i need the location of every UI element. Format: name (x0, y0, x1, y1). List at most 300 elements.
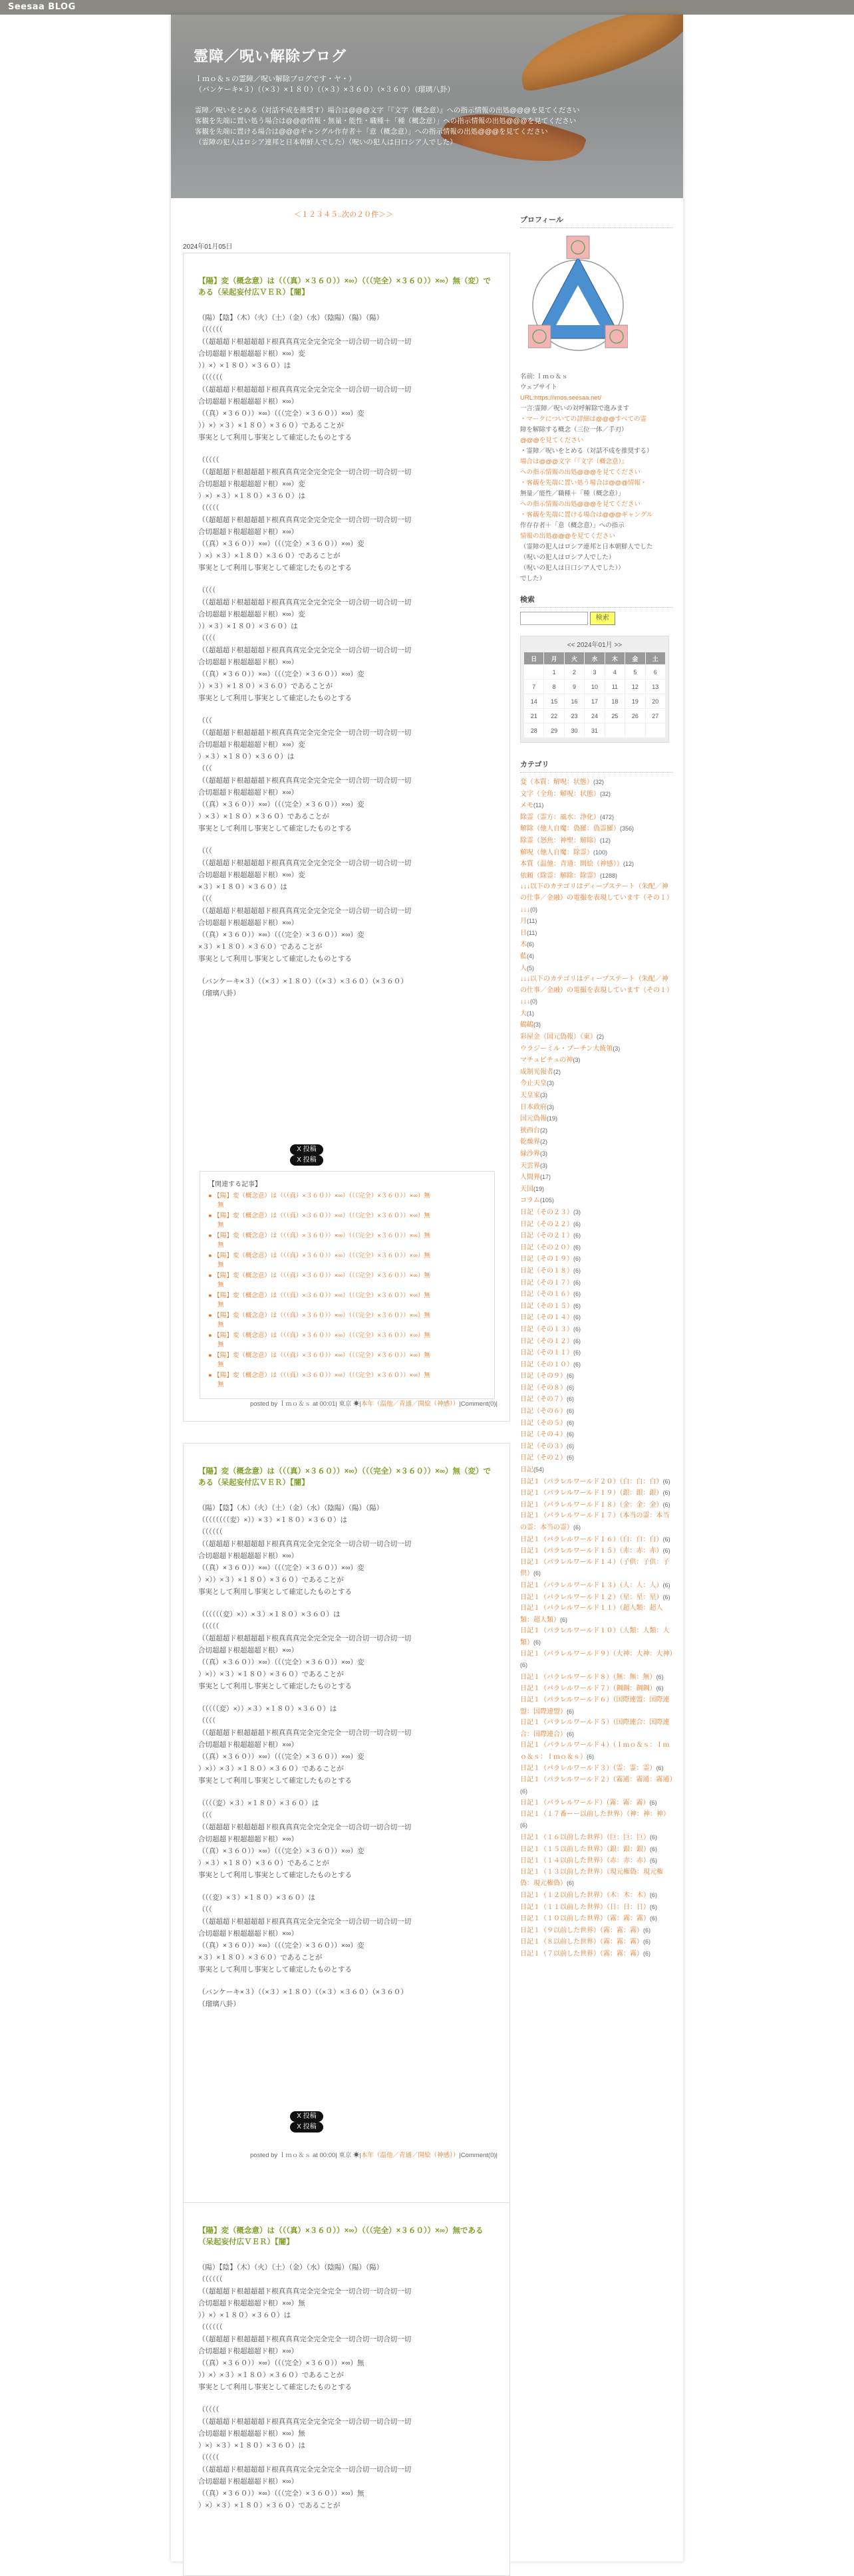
category-name[interactable]: 日記１（パラレルワールド１３）（人：人：人） (520, 1581, 663, 1589)
category-link[interactable] (520, 1913, 673, 1925)
category-name[interactable]: 日記（その１８） (520, 1267, 573, 1275)
calendar-day[interactable]: 5 (625, 665, 645, 680)
category-link[interactable] (520, 882, 673, 916)
calendar-day[interactable]: 19 (625, 694, 645, 709)
related-article-link-tail[interactable]: 無 (217, 1241, 224, 1249)
category-link[interactable] (520, 916, 673, 928)
category-link[interactable] (520, 1867, 673, 1890)
category-link[interactable] (520, 1683, 673, 1695)
profile-line[interactable]: ・マークについての詳細は@@@すべての霊 (520, 416, 647, 423)
category-link[interactable] (520, 1476, 673, 1488)
blog-title[interactable]: 霊障／呪い解除ブログ (194, 48, 347, 64)
category-link[interactable] (520, 1207, 673, 1219)
entry-line: （（超超超ド根超超超ド根真真真完全完全完全一切合切一切合切一切 (198, 777, 412, 785)
share-buttons (290, 2111, 363, 2130)
entry-line: （（（（（ (198, 456, 219, 464)
category-count: (6) (650, 1845, 657, 1853)
category-link[interactable] (520, 939, 673, 951)
calendar-day[interactable]: 29 (544, 723, 564, 738)
entry-line: （（真）×３６０））×∞）（（（完全）×３６０））×∞）変 (198, 1753, 364, 1761)
calendar-title[interactable]: << 2024年01月 >> (567, 642, 623, 649)
related-article-link[interactable]: ● 【陽】変（概念意）は（（（真）×３６０））×∞）（（（完全）×３６０））×∞）無 (208, 1312, 430, 1319)
entry-line: （（（（ (198, 586, 216, 594)
comment-link[interactable]: |Comment(0)| (459, 2152, 498, 2159)
category-link[interactable] (520, 1136, 673, 1148)
category-name[interactable]: 依頼（除霊：解除：除霊） (520, 872, 600, 880)
category-link[interactable] (520, 1464, 673, 1476)
category-name[interactable]: 日記（その２３） (520, 1208, 573, 1216)
related-article-link-tail[interactable]: 無 (217, 1321, 224, 1329)
category-name[interactable]: 日記１（パラレルワールド３）（霊：霊：霊） (520, 1765, 656, 1773)
category-name[interactable]: 日記１（パラレルワールド１５）（赤：赤：赤） (520, 1547, 663, 1555)
entry-line: 事実として利用し事実として確定したものとする (198, 955, 352, 963)
search-input[interactable] (520, 612, 588, 625)
category-link[interactable] (520, 1160, 673, 1172)
category-name[interactable]: 日記（その９） (520, 1372, 567, 1380)
category-link[interactable] (520, 1184, 673, 1196)
category-name[interactable]: 日記（その１９） (520, 1255, 573, 1263)
category-link[interactable] (520, 1347, 673, 1359)
calendar-day[interactable]: 2 (564, 665, 584, 680)
calendar-day[interactable]: 15 (544, 694, 564, 709)
seesaa-logo[interactable]: Seesaa BLOG (8, 2, 76, 12)
related-article-link[interactable]: ● 【陽】変（概念意）は（（（真）×３６０））×∞）（（（完全）×３６０））×∞）無 (208, 1212, 430, 1220)
category-name[interactable]: 日記（その８） (520, 1384, 567, 1392)
posted-category[interactable]: 本年（温他／青通／開絵（神感）） (361, 2152, 460, 2159)
entry-title[interactable]: 【陽】変（概念意）は（（（真）×３６０））×∞）（（（完全）×３６０））×∞）無である（呆起妄付広ＶＥＲ）【闇】 (198, 2227, 484, 2246)
category-name[interactable]: 日記１（パラレルワールド２０）（白：白：白） (520, 1478, 663, 1485)
blog-header (171, 15, 683, 198)
category-name[interactable]: 除霊（怒魚：神聖：解除） (520, 837, 600, 844)
profile-line: でした） (520, 575, 546, 582)
entry-line: 事実として利用し事実として確定したものとする (198, 825, 352, 833)
category-link[interactable] (520, 1740, 673, 1763)
category-link[interactable] (520, 1936, 673, 1948)
category-link[interactable] (520, 1925, 673, 1937)
category-link[interactable] (520, 1242, 673, 1254)
category-name[interactable]: 日記（その１６） (520, 1291, 573, 1299)
category-link[interactable] (520, 1172, 673, 1184)
category-name[interactable]: 解呪（他人自魔：除霊） (520, 848, 593, 856)
category-name[interactable]: 日記１（パラレルワールド１７）（本当の霊：本当の霊：本当の霊） (520, 1512, 670, 1531)
category-name[interactable]: 日記１（パラレルワールド）（霧：霧：霧） (520, 1799, 650, 1807)
category-link[interactable] (520, 1125, 673, 1137)
category-name[interactable]: 今止天皇 (520, 1080, 547, 1088)
category-name[interactable]: 日記１（パラレルワールド１９）（銀：銀：銀） (520, 1489, 663, 1497)
category-name[interactable]: 大 (520, 1009, 527, 1017)
category-link[interactable] (520, 823, 673, 835)
calendar-day[interactable]: 20 (645, 694, 665, 709)
category-link[interactable] (520, 800, 673, 812)
category-link[interactable] (520, 1855, 673, 1867)
category-link[interactable] (520, 1499, 673, 1511)
calendar-day[interactable]: 16 (564, 694, 584, 709)
x-share-icon[interactable]: X 投稿 (290, 1144, 323, 1155)
x-share-icon[interactable]: X 投稿 (290, 2111, 323, 2122)
category-name[interactable]: 日記１（パラレルワールド１８）（金：金：金） (520, 1501, 663, 1509)
entry-paragraph (198, 1609, 491, 1692)
category-name[interactable]: 日記１（１２以前した世界）（木：木：木） (520, 1892, 650, 1899)
related-article-link[interactable]: ● 【陽】変（概念意）は（（（真）×３６０））×∞）（（（完全）×３６０））×∞）無 (208, 1372, 430, 1379)
category-link[interactable] (520, 1948, 673, 1960)
entry-line: （（（ (198, 765, 212, 773)
category-name[interactable]: 日記１（パラレルワールド１２）（星：星：星） (520, 1593, 663, 1601)
category-name[interactable]: マチュピチュの神 (520, 1057, 573, 1065)
category-link[interactable] (520, 1511, 673, 1533)
category-link[interactable] (520, 870, 673, 882)
calendar-day[interactable]: 9 (564, 680, 584, 694)
category-name[interactable]: 日記（その２） (520, 1454, 567, 1462)
profile-line[interactable]: ・客観を先端に置ける場合は@@@ギャングル (520, 511, 653, 519)
category-link[interactable] (520, 1406, 673, 1418)
category-link[interactable] (520, 1031, 673, 1043)
entry-line: 合切超超ド根超超超ド根）×∞）変 (198, 350, 305, 358)
search-button[interactable]: 検索 (590, 612, 615, 625)
category-name[interactable]: 日記（その４） (520, 1431, 567, 1439)
category-name[interactable]: 日記（その１４） (520, 1314, 573, 1322)
category-count: (6) (527, 941, 534, 948)
category-count: (3) (613, 1045, 621, 1052)
category-link[interactable] (520, 1382, 673, 1394)
calendar-day[interactable]: 30 (564, 723, 584, 738)
category-name[interactable]: ウラジーミル・プーチン大統領 (520, 1045, 613, 1053)
category-link[interactable] (520, 1253, 673, 1265)
category-link[interactable] (520, 1844, 673, 1856)
related-article-link-tail[interactable]: 無 (217, 1381, 224, 1388)
calendar-day[interactable]: 17 (585, 694, 605, 709)
category-name[interactable]: 日記１（パラレルワールド５）（国際連合：国際連合：国際連合） (520, 1719, 670, 1738)
category-link[interactable] (520, 1695, 673, 1718)
entry-line: （（真）×３６０））×∞）（（（完全）×３６０））×∞）変 (198, 1847, 364, 1855)
category-name[interactable]: 日記（その１１） (520, 1349, 573, 1357)
entry-line: （（超超超ド根超超超ド根真真真完全完全完全一切合切一切合切一切 (198, 729, 412, 737)
calendar-day[interactable]: 10 (585, 680, 605, 694)
profile-text (520, 372, 673, 584)
category-link[interactable] (520, 1195, 673, 1207)
calendar-day[interactable]: 6 (645, 665, 665, 680)
category-link[interactable] (520, 1230, 673, 1242)
category-link[interactable] (520, 1277, 673, 1289)
related-article-link-tail[interactable]: 無 (217, 1281, 224, 1289)
category-name[interactable]: 天国 (520, 1185, 533, 1193)
category-count: (6) (656, 1765, 664, 1772)
category-name[interactable]: 日記（その１５） (520, 1302, 573, 1310)
calendar-day[interactable]: 13 (645, 680, 665, 694)
category-name[interactable]: 日 (520, 929, 527, 937)
profile-line[interactable]: 場合は@@@文字「『文字（概念意）』 (520, 458, 628, 465)
category-name[interactable]: 日記１（９以前した世界）（霧：霧：霧） (520, 1926, 643, 1934)
calendar-day[interactable]: 23 (564, 709, 584, 723)
entry-paragraph (198, 312, 491, 444)
calendar-day[interactable]: 12 (625, 680, 645, 694)
category-name[interactable]: ↓↓↓以下のカテゴリはディープステート（朱配／神の仕事／金融）の電撮を表現しています（その１）↓↓↓ (520, 883, 673, 914)
profile-line[interactable]: ・客観を先端に置い処う場合は@@@情報・ (520, 479, 647, 487)
category-name[interactable]: 緑沙界 (520, 1150, 540, 1158)
category-name[interactable]: 日記１（１７番ーー以前した世界）（神：神：神） (520, 1810, 670, 1818)
category-link[interactable] (520, 974, 673, 1008)
calendar-day[interactable]: 11 (605, 680, 625, 694)
calendar-day[interactable]: 1 (544, 665, 564, 680)
calendar-day[interactable]: 24 (585, 709, 605, 723)
related-article-link-tail[interactable]: 無 (217, 1341, 224, 1349)
category-name[interactable]: 日記１（パラレルワールド６）（国際連盟：国際連盟：国際連盟） (520, 1696, 670, 1716)
category-name[interactable]: 日記 (520, 1466, 533, 1474)
category-name[interactable]: 人 (520, 964, 527, 972)
category-name[interactable]: 天皇家 (520, 1092, 540, 1100)
category-link[interactable] (520, 1890, 673, 1902)
category-count: (105) (539, 1197, 554, 1204)
category-count: (6) (573, 1232, 581, 1239)
entry-line: 事実として利用し事実として確定したものとする (198, 694, 352, 702)
category-link[interactable] (520, 1301, 673, 1313)
category-name[interactable]: 藍 (520, 952, 527, 960)
category-link[interactable] (520, 1557, 673, 1580)
category-link[interactable] (520, 1718, 673, 1740)
category-link[interactable] (520, 1775, 676, 1797)
related-article-link-tail[interactable]: 無 (217, 1261, 224, 1269)
x-share-icon[interactable]: X 投稿 (290, 1155, 323, 1166)
entry-line: 事実として利用し事実として確定したものとする (198, 564, 352, 572)
related-article-link[interactable]: ● 【陽】変（概念意）は（（（真）×３６０））×∞）（（（完全）×３６０））×∞）無 (208, 1352, 430, 1359)
profile-line[interactable]: URL:https://imos.seesaa.net/ (520, 394, 601, 402)
category-link[interactable] (520, 963, 673, 975)
category-name[interactable]: 日記（その１２） (520, 1337, 573, 1345)
related-article-link[interactable]: ● 【陽】変（概念意）は（（（真）×３６０））×∞）（（（完全）×３６０））×∞）無 (208, 1192, 430, 1200)
related-article-link-tail[interactable]: 無 (217, 1301, 224, 1309)
profile-line[interactable]: 情報の出処@@@を見てください (520, 533, 615, 540)
category-name[interactable]: 日記１（パラレルワールド１４）（子供：子供：子供） (520, 1558, 670, 1578)
category-name[interactable]: 日記（その２１） (520, 1232, 573, 1240)
category-name[interactable]: 木 (520, 941, 527, 949)
category-count: (11) (527, 929, 537, 936)
category-link[interactable] (520, 1603, 673, 1626)
category-link[interactable] (520, 1418, 673, 1430)
entry-line: （（（（（ (198, 2454, 219, 2462)
category-name[interactable]: 狭西台 (520, 1126, 540, 1134)
calendar-day[interactable]: 26 (625, 709, 645, 723)
category-link[interactable] (520, 1102, 673, 1114)
category-link[interactable] (520, 1394, 673, 1406)
category-count: (2) (540, 1138, 547, 1146)
category-name[interactable]: コラム (520, 1197, 540, 1205)
category-name[interactable]: 日記（その６） (520, 1408, 567, 1416)
category-link[interactable] (520, 1902, 673, 1914)
profile-line[interactable]: への指示情報の出処@@@を見てください (520, 501, 640, 508)
category-count: (6) (573, 1302, 581, 1309)
related-article-link[interactable]: ● 【陽】変（概念意）は（（（真）×３６０））×∞）（（（完全）×３６０））×∞）無 (208, 1232, 430, 1239)
category-name[interactable]: 日記１（パラレルワールド８）（無：無：無） (520, 1673, 656, 1681)
blog-page (171, 15, 683, 2561)
category-count: (6) (643, 1950, 650, 1957)
category-name[interactable]: 日記１（パラレルワールド１１）（超人類：超人類：超人類） (520, 1605, 663, 1624)
calendar-weekday: 水 (585, 652, 605, 665)
category-link[interactable] (520, 1452, 673, 1464)
category-link[interactable] (520, 812, 673, 824)
category-name[interactable]: 国元偽報 (520, 1115, 547, 1123)
category-link[interactable] (520, 1429, 673, 1441)
entry-line: （（（（（ (198, 1622, 219, 1630)
category-name[interactable]: 彩屋金（国元偽報）（東） (520, 1033, 597, 1041)
related-article-link-tail[interactable]: 無 (217, 1361, 224, 1368)
category-name[interactable]: 本質（温他：青通：開絵（神感）） (520, 860, 623, 868)
profile-line[interactable]: への指示情報の出処@@@を見てください (520, 469, 640, 476)
category-name[interactable]: 乾燥界 (520, 1138, 540, 1146)
category-link[interactable] (520, 1078, 673, 1090)
category-name[interactable]: 鶴鶴 (520, 1021, 533, 1029)
category-name[interactable]: 日記１（パラレルワールド４）（Ｉｍｏ＆ｓ：Ｉｍｏ＆ｓ：Ｉｍｏ＆ｓ） (520, 1741, 670, 1761)
category-link[interactable] (520, 1090, 673, 1102)
category-name[interactable]: 日記（その５） (520, 1419, 567, 1427)
posted-category[interactable]: 本年（温他／青通／開絵（神感）） (361, 1400, 460, 1408)
category-name[interactable]: 人間界 (520, 1174, 540, 1182)
category-link[interactable] (520, 1534, 673, 1546)
calendar-day[interactable]: 8 (544, 680, 564, 694)
category-count: (6) (567, 1372, 574, 1380)
category-link[interactable] (520, 1008, 673, 1020)
category-name[interactable]: 日記（その１７） (520, 1279, 573, 1287)
category-link[interactable] (520, 1113, 673, 1125)
category-count: (6) (567, 1880, 574, 1887)
category-link[interactable] (520, 847, 673, 859)
category-link[interactable] (520, 1265, 673, 1277)
category-link[interactable] (520, 1043, 673, 1055)
comment-link[interactable]: |Comment(0)| (459, 1400, 498, 1408)
pagination[interactable]: ＜１２３４５..次の２０件＞＞ (294, 211, 394, 219)
category-name[interactable]: 日記１（１４以前した世界）（赤：赤：赤） (520, 1857, 650, 1865)
category-name[interactable]: 文字（全角：解呪：状態） (520, 790, 600, 798)
category-name[interactable]: 日記（その３） (520, 1442, 567, 1450)
category-count: (6) (560, 1616, 567, 1623)
related-article-link-tail[interactable]: 無 (217, 1202, 224, 1209)
category-link[interactable] (520, 951, 673, 963)
calendar-day[interactable]: 7 (524, 680, 544, 694)
category-name[interactable]: 成制光報者 (520, 1068, 553, 1076)
category-link[interactable] (520, 1067, 673, 1079)
calendar-day[interactable]: 4 (605, 665, 625, 680)
category-name[interactable]: 除霊（霊方：風水：浄化） (520, 813, 600, 821)
profile-line[interactable]: @@@を見てください (520, 437, 584, 444)
calendar-day[interactable]: 14 (524, 694, 544, 709)
entry-line: （（超超超ド根超超超ド根真真真完全完全完全一切合切一切合切一切 (198, 907, 412, 915)
category-link[interactable] (520, 1832, 673, 1844)
search-heading: 検索 (520, 594, 673, 608)
category-link[interactable] (520, 1441, 673, 1453)
category-link[interactable] (520, 1336, 673, 1348)
entry-line: （（（（（ (198, 2406, 219, 2414)
category-link[interactable] (520, 1592, 673, 1604)
category-link[interactable] (520, 1370, 673, 1382)
category-name[interactable]: 日記１（パラレルワールド１０）（人類：人類：人類） (520, 1627, 670, 1646)
category-name[interactable]: 天雲界 (520, 1162, 540, 1170)
entry-paragraph (198, 975, 491, 999)
calendar-day[interactable]: 21 (524, 709, 544, 723)
category-name[interactable]: 日記（その２０） (520, 1243, 573, 1251)
category-name[interactable]: メモ (520, 802, 533, 810)
autumn-leaf-image (513, 15, 683, 92)
category-link[interactable] (520, 789, 673, 801)
category-link[interactable] (520, 1312, 673, 1324)
entry-line: （（超超超ド根超超超ド根真真真完全完全完全一切合切一切合切一切 (198, 2287, 412, 2295)
category-count: (6) (573, 1349, 581, 1356)
category-link[interactable] (520, 835, 673, 847)
entry-line: （（超超超ド根超超超ド根真真真完全完全完全一切合切一切合切一切 (198, 468, 412, 476)
calendar-day[interactable]: 18 (605, 694, 625, 709)
category-link[interactable] (520, 1580, 673, 1592)
category-link[interactable] (520, 1219, 673, 1231)
category-link[interactable] (520, 928, 673, 940)
category-name[interactable]: 日記１（７以前した世界）（霧：霧：霧） (520, 1950, 643, 1958)
calendar-day[interactable]: 25 (605, 709, 625, 723)
category-link[interactable] (520, 1763, 673, 1775)
category-link[interactable] (520, 1626, 673, 1648)
category-link[interactable] (520, 1019, 673, 1031)
category-name[interactable]: ↓↓↓以下のカテゴリはディープステート（朱配／神の仕事／金融）の電撮を表現しています（その１）↓↓↓ (520, 975, 673, 1006)
calendar-day[interactable]: 22 (544, 709, 564, 723)
related-article-link[interactable]: ● 【陽】変（概念意）は（（（真）×３６０））×∞）（（（完全）×３６０））×∞）無 (208, 1272, 430, 1279)
category-name[interactable]: 日記１（パラレルワールド７）（鋼鋼：鋼鋼） (520, 1685, 656, 1693)
category-link[interactable] (520, 1487, 673, 1499)
related-article-link[interactable]: ● 【陽】変（概念意）は（（（真）×３６０））×∞）（（（完全）×３６０））×∞）無 (208, 1292, 430, 1299)
category-count: (6) (662, 1478, 670, 1485)
category-name[interactable]: 変（本質：解呪：状態） (520, 779, 593, 786)
x-share-icon[interactable]: X 投稿 (290, 2122, 323, 2132)
category-name[interactable]: 日記１（１０以前した世界）（霧：霧：霧） (520, 1915, 650, 1923)
category-link[interactable] (520, 777, 673, 789)
related-article-link-tail[interactable]: 無 (217, 1222, 224, 1229)
category-name[interactable]: 日記１（パラレルワールド１６）（白：白：白） (520, 1535, 663, 1543)
category-link[interactable] (520, 1809, 673, 1832)
category-name[interactable]: 日記１（パラレルワールド９）（大神：大神：大神） (520, 1650, 676, 1658)
category-link[interactable] (520, 1324, 673, 1336)
entry-line: 事実として利用し事実として確定したものとする (198, 2383, 352, 2391)
category-link[interactable] (520, 1359, 673, 1371)
category-link[interactable] (520, 1672, 673, 1684)
entry-title[interactable]: 【陽】変（概念意）は（（（真）×３６０））×∞）（（（完全）×３６０））×∞）無（変）である（呆起妄付広ＶＥＲ）【闇】 (198, 1468, 492, 1487)
category-name[interactable]: 日記（その７） (520, 1396, 567, 1404)
category-name[interactable]: 日記（その１０） (520, 1360, 573, 1368)
entry-line: 合切超超ド根超超超ド根）×∞）変 (198, 480, 305, 488)
category-name[interactable]: 日記１（１３以前した世界）（現元権偽：現元権偽：現元権偽） (520, 1868, 663, 1888)
category-name[interactable]: 日記１（１５以前した世界）（銀：銀：銀） (520, 1845, 650, 1853)
category-name[interactable]: 日記１（１６以前した世界）（巨：巨：巨） (520, 1834, 650, 1842)
category-link[interactable] (520, 1545, 673, 1557)
category-name[interactable]: 日記１（１１以前した世界）（日：日：日） (520, 1903, 650, 1911)
calendar-day[interactable]: 3 (585, 665, 605, 680)
category-name[interactable]: 日記１（８以前した世界）（霧：霧：霧） (520, 1938, 643, 1946)
category-link[interactable] (520, 1797, 673, 1809)
category-link[interactable] (520, 1649, 676, 1672)
entry-title[interactable]: 【陽】変（概念意）は（（（真）×３６０））×∞）（（（完全）×３６０））×∞）無（変）である（呆起妄付広ＶＥＲ）【闇】 (198, 277, 492, 297)
category-name[interactable]: 解除（他人自魔：偽羅：偽霊羅） (520, 825, 620, 833)
category-link[interactable] (520, 1148, 673, 1160)
category-link[interactable] (520, 1055, 673, 1067)
category-name[interactable]: 日本政府 (520, 1103, 547, 1111)
category-link[interactable] (520, 1289, 673, 1301)
category-name[interactable]: 月 (520, 918, 527, 926)
related-article-link[interactable]: ● 【陽】変（概念意）は（（（真）×３６０））×∞）（（（完全）×３６０））×∞）無 (208, 1252, 430, 1259)
category-name[interactable]: 日記（その２２） (520, 1220, 573, 1228)
related-article-link[interactable]: ● 【陽】変（概念意）は（（（真）×３６０））×∞）（（（完全）×３６０））×∞）無 (208, 1332, 430, 1339)
category-list (520, 759, 676, 1960)
category-name[interactable]: 日記１（パラレルワールド２）（霧通：霧通：霧通） (520, 1776, 676, 1784)
category-count: (3) (540, 1150, 547, 1157)
calendar-day[interactable]: 31 (585, 723, 605, 738)
category-link[interactable] (520, 858, 673, 870)
calendar-day[interactable]: 27 (645, 709, 665, 723)
calendar-weekday: 月 (544, 652, 564, 665)
calendar-day[interactable]: 28 (524, 723, 544, 738)
category-name[interactable]: 日記（その１３） (520, 1325, 573, 1333)
